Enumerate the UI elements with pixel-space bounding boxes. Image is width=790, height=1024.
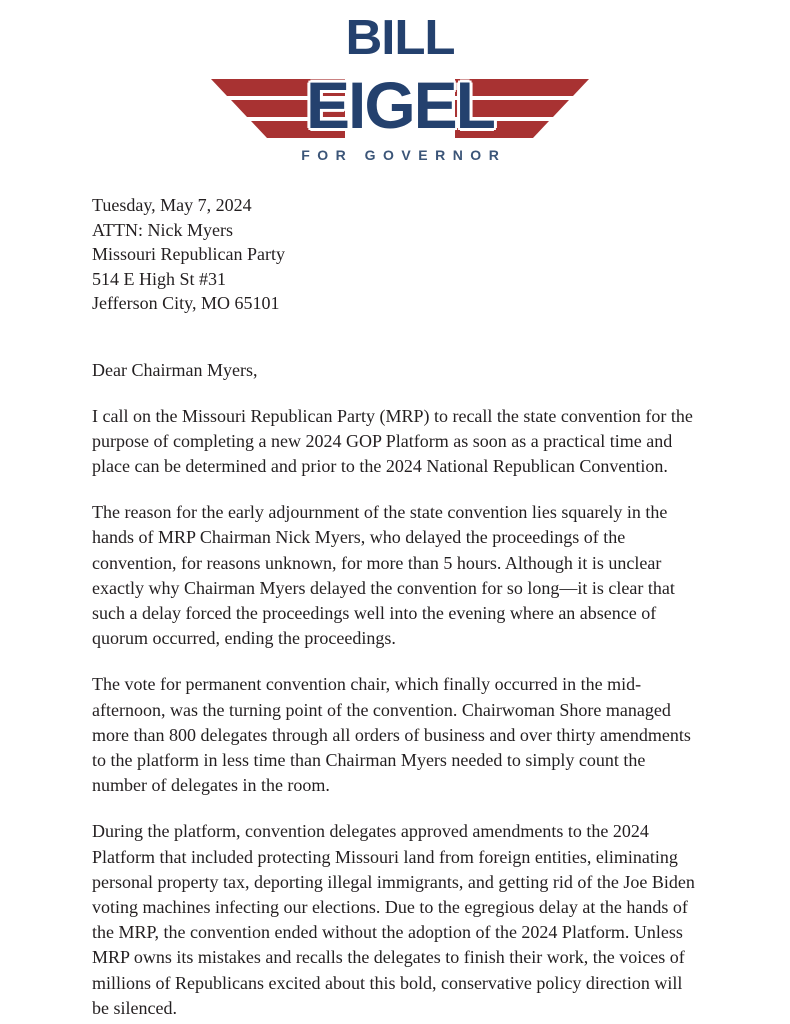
address-line-attention: ATTN: Nick Myers xyxy=(92,219,233,240)
address-line-street: 514 E High St #31 xyxy=(92,268,227,289)
logo-tagline: FOR GOVERNOR xyxy=(301,147,507,163)
logo-last-name: EIGEL xyxy=(305,68,495,142)
letter-paragraph-1: I call on the Missouri Republican Party (MRP) to recall the state convention for the purpose of completing a new 2024 GOP Platform as soon as a practical time and place can be determined and prior to the 2024 National Republican Convention. xyxy=(92,405,693,476)
campaign-logo xyxy=(205,11,595,166)
letter-body xyxy=(92,193,698,1021)
salutation: Dear Chairman Myers, xyxy=(92,359,258,380)
address-line-city: Jefferson City, MO 65101 xyxy=(92,293,280,313)
letter-paragraph-2: The reason for the early adjournment of the state convention lies squarely in the hands of MRP Chairman Nick Myers, who delayed the proceedings of the convention, for reasons unknown, for more than 5 hours. Although it is unclear exactly why Chairman Myers delayed the convention for so long—it is clear that such a delay forced the proceedings well into the evening where an absence of quorum occurred, ending the proceedings. xyxy=(92,502,675,649)
letter-paragraph-3: The vote for permanent convention chair, which finally occurred in the mid-afternoon, was the turning point of the convention. Chairwoman Shore managed more than 800 delegates through all orders of business and over thirty amendments to the platform in less time than Chairman Myers needed to simply count the number of delegates in the room. xyxy=(92,674,691,796)
letter-paragraph-4: During the platform, convention delegates approved amendments to the 2024 Platform that included protecting Missouri land from foreign entities, eliminating personal property tax, deporting illegal immigrants, and getting rid of the Joe Biden voting machines infecting our elections. Due to the egregious delay at the hands of the MRP, the convention ended without the adoption of the 2024 Platform. Unless MRP owns its mistakes and recalls the delegates to finish their work, the voices of millions of Republicans excited about this bold, conservative policy direction will be silenced. xyxy=(92,821,695,1018)
address-block xyxy=(92,193,698,316)
letterhead xyxy=(0,0,790,172)
logo-first-name: BILL xyxy=(345,11,455,65)
address-line-date: Tuesday, May 7, 2024 xyxy=(92,195,252,215)
address-line-org: Missouri Republican Party xyxy=(92,244,285,264)
